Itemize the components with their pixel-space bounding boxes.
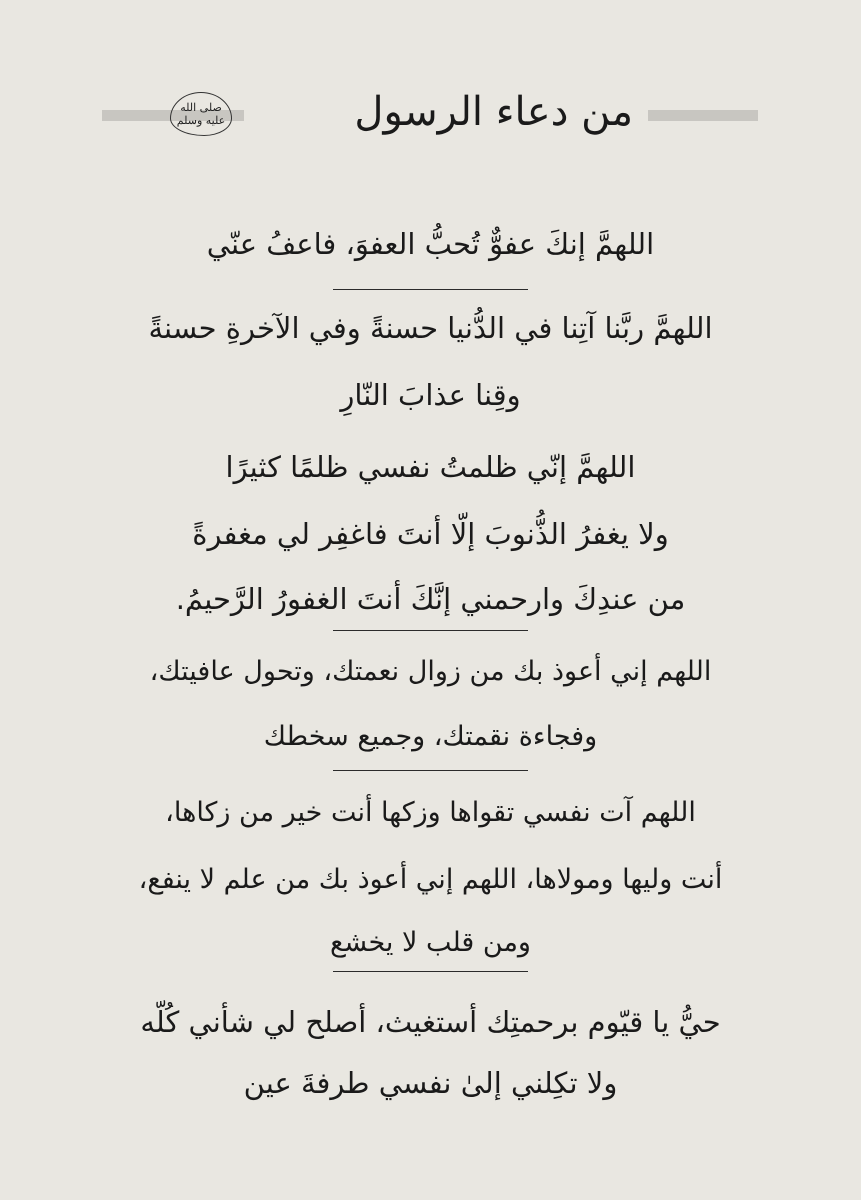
dua-4-line-1: اللهم إني أعوذ بك من زوال نعمتك، وتحول عافيتك، [149, 656, 712, 687]
title-row [0, 82, 861, 152]
title-bar-right [648, 110, 758, 121]
divider-3 [333, 770, 528, 771]
divider-2 [333, 630, 528, 631]
dua-6-line-2: ولا تكِلني إلىٰ نفسي طرفةَ عين [243, 1066, 618, 1100]
dua-5-line-3: ومن قلب لا يخشع [330, 927, 531, 958]
dua-5-line-1: اللهم آت نفسي تقواها وزكها أنت خير من زكاها، [165, 797, 696, 828]
dua-3-line-3: من عندِكَ وارحمني إنَّكَ أنتَ الغفورُ الرَّحيمُ. [175, 582, 686, 616]
dua-4-line-2: وفجاءة نقمتك، وجميع سخطك [263, 721, 598, 752]
dua-3-line-1: اللهمَّ إنّي ظلمتُ نفسي ظلمًا كثيرًا [225, 450, 636, 484]
dua-5-line-2: أنت وليها ومولاها، اللهم إني أعوذ بك من علم لا ينفع، [138, 864, 723, 895]
dua-2-line-1: اللهمَّ ربَّنا آتِنا في الدُّنيا حسنةً وفي الآخرةِ حسنةً [148, 311, 713, 345]
divider-1 [333, 289, 528, 290]
dua-1-line-1: اللهمَّ إنكَ عفوٌّ تُحبُّ العفوَ، فاعفُ عنّي [206, 227, 655, 261]
dua-3-line-2: ولا يغفرُ الذُّنوبَ إلّا أنتَ فاغفِر لي مغفرةً [192, 517, 669, 551]
honorific-calligraphy: صلى الله عليه وسلم [170, 92, 232, 136]
divider-4 [333, 971, 528, 972]
page-title: من دعاء الرسول [354, 89, 633, 135]
dua-6-line-1: حيُّ يا قيّوم برحمتِك أستغيث، أصلح لي شأني كُلّه [140, 1005, 721, 1039]
dua-2-line-2: وقِنا عذابَ النّارِ [340, 378, 521, 412]
